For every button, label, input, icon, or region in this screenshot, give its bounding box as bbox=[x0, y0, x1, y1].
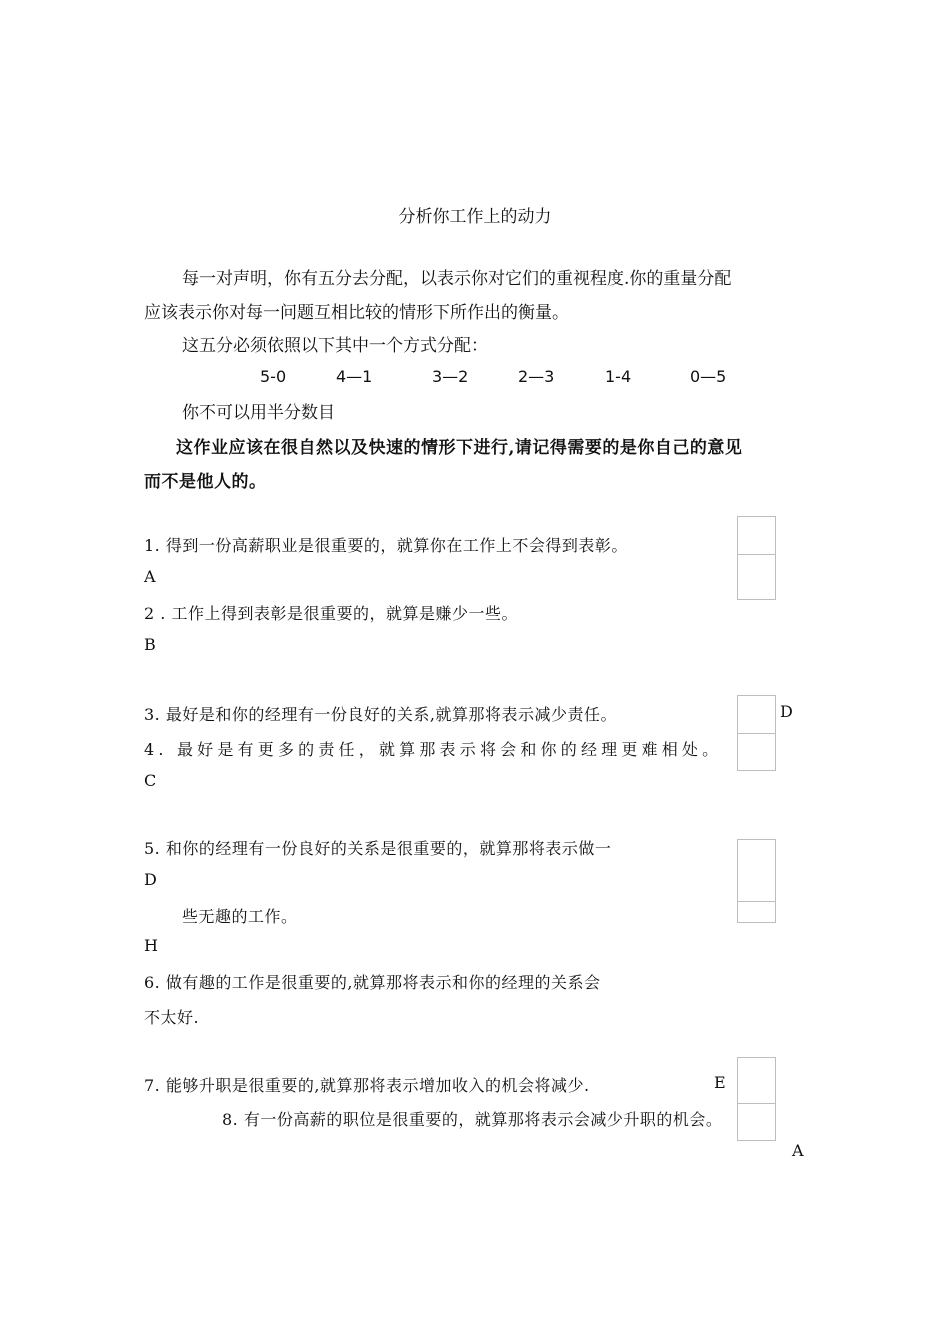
score-box-divider bbox=[738, 554, 775, 555]
question-6-continued: 不太好. bbox=[144, 1008, 200, 1027]
question-1-letter: A bbox=[144, 567, 156, 586]
score-box-q5-q6[interactable] bbox=[737, 839, 776, 923]
intro-line-1: 每一对声明，你有五分去分配，以表示你对它们的重视程度.你的重量分配 bbox=[182, 269, 732, 289]
score-box-divider bbox=[738, 1103, 775, 1104]
question-7: 7. 能够升职是很重要的,就算那将表示增加收入的机会将减少. bbox=[144, 1076, 590, 1095]
score-box-q1-q2[interactable] bbox=[737, 516, 776, 600]
question-8-letter: A bbox=[792, 1141, 804, 1160]
question-7-letter: E bbox=[714, 1073, 726, 1092]
question-3: 3. 最好是和你的经理有一份良好的关系,就算那将表示减少责任。 bbox=[144, 705, 617, 724]
instruction-note-line-1: 这作业应该在很自然以及快速的情形下进行,请记得需要的是你自己的意见 bbox=[176, 438, 743, 458]
question-3-letter: D bbox=[780, 702, 793, 721]
question-5: 5. 和你的经理有一份良好的关系是很重要的，就算那将表示做一 bbox=[144, 839, 612, 858]
option-1-4: 1-4 bbox=[605, 367, 632, 386]
question-2: 2 . 工作上得到表彰是很重要的，就算是赚少一些。 bbox=[144, 604, 518, 623]
question-6: 6. 做有趣的工作是很重要的,就算那将表示和你的经理的关系会 bbox=[144, 973, 601, 992]
question-5-continued: 些无趣的工作。 bbox=[182, 907, 298, 926]
question-6-letter: H bbox=[144, 936, 158, 955]
option-4-1: 4—1 bbox=[336, 367, 373, 386]
score-box-divider bbox=[738, 901, 775, 902]
question-1: 1. 得到一份高薪职业是很重要的，就算你在工作上不会得到表彰。 bbox=[144, 536, 628, 555]
instruction-note-line-2: 而不是他人的。 bbox=[144, 472, 267, 492]
option-3-2: 3—2 bbox=[432, 367, 469, 386]
score-box-divider bbox=[738, 733, 775, 734]
question-8: 8. 有一份高薪的职位是很重要的，就算那将表示会减少升职的机会。 bbox=[222, 1110, 723, 1129]
score-box-q3-q4[interactable] bbox=[737, 695, 776, 771]
intro-line-2: 应该表示你对每一问题互相比较的情形下所作出的衡量。 bbox=[144, 303, 569, 323]
distribution-rule: 这五分必须依照以下其中一个方式分配： bbox=[182, 336, 488, 356]
question-5-letter: D bbox=[144, 870, 157, 889]
page-title: 分析你工作上的动力 bbox=[398, 207, 552, 227]
question-4: 4. 最好是有更多的责任，就算那表示将会和你的经理更难相处。 bbox=[144, 740, 723, 759]
option-0-5: 0—5 bbox=[690, 367, 727, 386]
option-2-3: 2—3 bbox=[518, 367, 555, 386]
question-4-letter: C bbox=[144, 771, 157, 790]
score-box-q7-q8[interactable] bbox=[737, 1057, 776, 1141]
no-half-points: 你不可以用半分数目 bbox=[182, 403, 335, 423]
option-5-0: 5-0 bbox=[260, 367, 287, 386]
question-2-letter: B bbox=[144, 635, 156, 654]
